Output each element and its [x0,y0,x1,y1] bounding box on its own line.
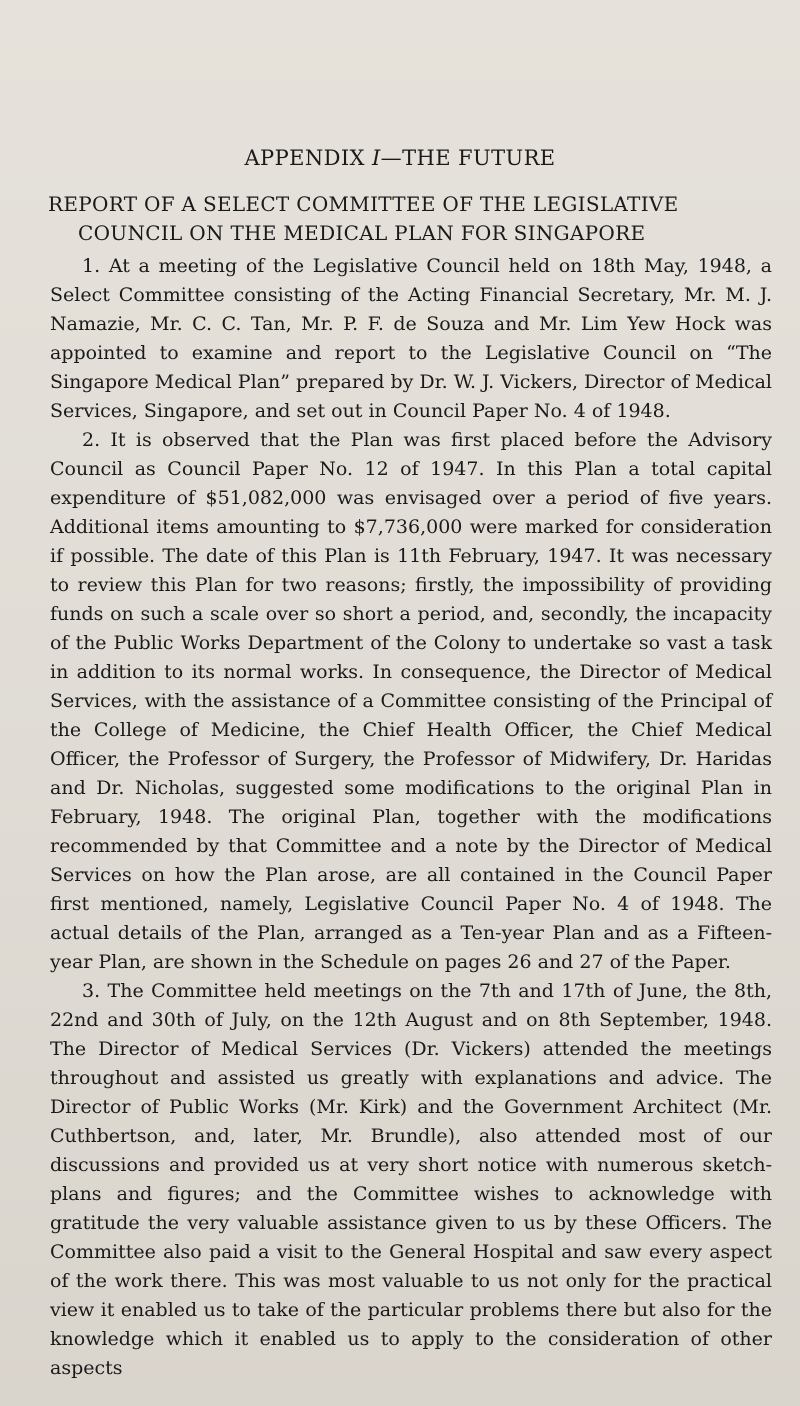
report-body [50,252,772,1383]
paragraph-3: 3. The Committee held meetings on the 7th and 17th of June, the 8th, 22nd and 30th of July, on the 12th August and on 8th September, 1948. The Director of Medical Services (Dr. Vickers) attended the meetings throughout and assisted us greatly with explanations and advice. The Director of Public Works (Mr. Kirk) and the Government Architect (Mr. Cuthbertson, and, later, Mr. Brundle), also attended most of our discussions and provided us at very short notice with numerous sketch-plans and figures; and the Committee wishes to acknowledge with gratitude the very valuable assistance given to us by these Officers. The Committee also paid a visit to the General Hospital and saw every aspect of the work there. This was most valuable to us not only for the practical view it enabled us to take of the particular problems there but also for the knowledge which it enabled us to apply to the consideration of other aspects [50,980,772,1379]
paragraph-2: 2. It is observed that the Plan was first placed before the Advisory Council as Council Paper No. 12 of 1947. In this Plan a total capital expenditure of $51,082,000 was envisaged over a period of five years. Additional items amounting to $7,736,000 were marked for consideration if possible. The date of this Plan is 11th February, 1947. It was necessary to review this Plan for two reasons; firstly, the impossibility of providing funds on such a scale over so short a period, and, secondly, the incapacity of the Public Works Department of the Colony to undertake so vast a task in addition to its normal works. In consequence, the Director of Medical Services, with the assistance of a Committee consisting of the Principal of the College of Medicine, the Chief Health Officer, the Chief Medical Officer, the Professor of Surgery, the Professor of Midwifery, Dr. Haridas and Dr. Nicholas, suggested some modifications to the original Plan in February, 1948. The original Plan, together with the modifications recommended by that Committee and a note by the Director of Medical Services on how the Plan arose, are all contained in the Council Paper first mentioned, namely, Legislative Council Paper No. 4 of 1948. The actual details of the Plan, arranged as a Ten-year Plan and as a Fifteen-year Plan, are shown in the Schedule on pages 26 and 27 of the Paper. [50,429,772,973]
paragraph-1: 1. At a meeting of the Legislative Council held on 18th May, 1948, a Select Committee consisting of the Acting Financial Secretary, Mr. M. J. Namazie, Mr. C. C. Tan, Mr. P. F. de Souza and Mr. Lim Yew Hock was appointed to examine and report to the Legislative Council on “The Singapore Medical Plan” prepared by Dr. W. J. Vickers, Director of Medical Services, Singapore, and set out in Council Paper No. 4 of 1948. [50,255,772,422]
appendix-suffix: —THE FUTURE [380,146,556,170]
appendix-prefix: APPENDIX [244,146,372,170]
report-title [48,190,768,248]
report-title-line-2: COUNCIL ON THE MEDICAL PLAN FOR SINGAPORE [78,221,646,245]
appendix-heading [0,146,800,170]
report-title-line-1: REPORT OF A SELECT COMMITTEE OF THE LEGISLATIVE [48,192,679,216]
appendix-roman-numeral: I [371,146,381,170]
